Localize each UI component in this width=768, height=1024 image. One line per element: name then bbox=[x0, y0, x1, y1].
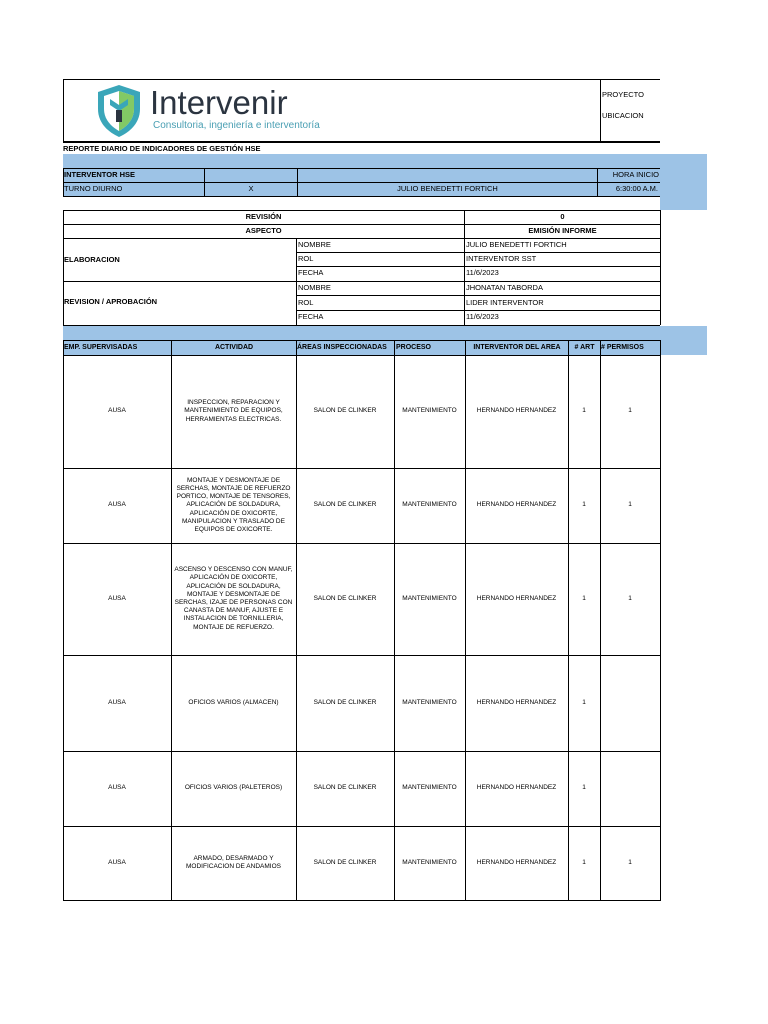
cell-permisos bbox=[600, 655, 660, 751]
ubicacion-label: UBICACION bbox=[602, 111, 644, 120]
hora-inicio-value: 6:30:00 A.M. bbox=[615, 184, 658, 193]
cell-proceso: MANTENIMIENTO bbox=[402, 784, 457, 792]
th-proceso: PROCESO bbox=[396, 344, 432, 351]
turno-diurno-label: TURNO DIURNO bbox=[64, 184, 123, 193]
cell-emp: AUSA bbox=[108, 858, 126, 866]
cell-permisos: 1 bbox=[628, 594, 632, 602]
apr-nombre-label: NOMBRE bbox=[298, 283, 331, 292]
cell-interventor: HERNANDO HERNANDEZ bbox=[476, 858, 557, 866]
cell-actividad: MONTAJE Y DESMONTAJE DE SERCHAS, MONTAJE DE REFUERZO PORTICO, MONTAJE DE TENSORES, APLICACIÓN DE SOLDADURA, APLICACIÓN DE OXICORTE, MANIPULACION Y TRASLADO DE EQUIPOS DE OXICORTE. bbox=[176, 476, 291, 533]
interventor-hse-label: INTERVENTOR HSE bbox=[64, 170, 135, 179]
turno-mark: X bbox=[248, 184, 254, 193]
logo-tagline: Consultoria, ingeniería e interventoría bbox=[153, 120, 320, 131]
elab-nombre-value: JULIO BENEDETTI FORTICH bbox=[466, 240, 567, 249]
cell-emp: AUSA bbox=[108, 501, 126, 509]
cell-permisos: 1 bbox=[628, 858, 632, 866]
apr-rol-value: LIDER INTERVENTOR bbox=[466, 298, 544, 307]
cell-permisos: 1 bbox=[628, 501, 632, 509]
cell-actividad: ARMADO, DESARMADO Y MODIFICACION DE ANDAMIOS bbox=[186, 854, 281, 870]
cell-art: 1 bbox=[582, 594, 586, 602]
cell-interventor: HERNANDO HERNANDEZ bbox=[476, 784, 557, 792]
cell-art: 1 bbox=[582, 784, 586, 792]
cell-area: SALON DE CLINKER bbox=[313, 784, 377, 792]
cell-proceso: MANTENIMIENTO bbox=[402, 407, 457, 415]
th-art: # ART bbox=[574, 344, 595, 351]
revision-value: 0 bbox=[560, 212, 565, 221]
elab-fecha-value: 11/6/2023 bbox=[466, 268, 499, 277]
apr-rol-label: ROL bbox=[298, 298, 314, 307]
th-areas: ÁREAS INSPECCIONADAS bbox=[297, 344, 387, 351]
cell-art: 1 bbox=[582, 858, 586, 866]
cell-art: 1 bbox=[582, 698, 586, 706]
th-actividad: ACTIVIDAD bbox=[214, 344, 254, 351]
apr-fecha-label: FECHA bbox=[298, 312, 324, 321]
aprobacion-label: REVISION / APROBACIÓN bbox=[64, 297, 158, 306]
cell-interventor: HERNANDO HERNANDEZ bbox=[476, 407, 557, 415]
cell-permisos: 1 bbox=[628, 407, 632, 415]
emision-informe-label: EMISIÓN INFORME bbox=[528, 226, 597, 235]
cell-actividad: ASCENSO Y DESCENSO CON MANUF, APLICACIÓN DE OXICORTE, APLICACIÓN DE SOLDADURA, MONTAJE Y DESMONTAJE DE SERCHAS, IZAJE DE PERSONAS CON CANASTA DE MANUF, AJUSTE E INSTALACION DE TORNILLERIA, MONTAJE DE REFUERZO. bbox=[174, 566, 293, 631]
th-emp: EMP. SUPERVISADAS bbox=[64, 344, 138, 351]
cell-interventor: HERNANDO HERNANDEZ bbox=[476, 501, 557, 509]
cell-proceso: MANTENIMIENTO bbox=[402, 858, 457, 866]
hora-inicio-label: HORA INICIO bbox=[612, 170, 659, 179]
cell-area: SALON DE CLINKER bbox=[313, 501, 377, 509]
cell-proceso: MANTENIMIENTO bbox=[402, 698, 457, 706]
proyecto-label: PROYECTO bbox=[602, 90, 644, 99]
cell-area: SALON DE CLINKER bbox=[313, 858, 377, 866]
aspecto-label: ASPECTO bbox=[245, 226, 282, 235]
interventor-name: JULIO BENEDETTI FORTICH bbox=[397, 184, 498, 193]
cell-interventor: HERNANDO HERNANDEZ bbox=[476, 698, 557, 706]
logo-name: Intervenir bbox=[150, 84, 288, 121]
cell-art: 1 bbox=[582, 407, 586, 415]
th-permisos: # PERMISOS bbox=[601, 344, 644, 351]
cell-proceso: MANTENIMIENTO bbox=[402, 501, 457, 509]
cell-area: SALON DE CLINKER bbox=[313, 698, 377, 706]
cell-emp: AUSA bbox=[108, 407, 126, 415]
shield-icon bbox=[95, 83, 143, 139]
th-interventor: INTERVENTOR DEL AREA bbox=[473, 344, 561, 351]
company-logo bbox=[95, 83, 335, 139]
elab-rol-value: INTERVENTOR SST bbox=[466, 254, 537, 263]
elaboracion-label: ELABORACION bbox=[64, 255, 120, 264]
cell-permisos bbox=[600, 751, 660, 826]
cell-area: SALON DE CLINKER bbox=[313, 594, 377, 602]
cell-area: SALON DE CLINKER bbox=[313, 407, 377, 415]
elab-rol-label: ROL bbox=[298, 254, 314, 263]
cell-actividad: OFICIOS VARIOS (PALETEROS) bbox=[184, 784, 283, 792]
apr-fecha-value: 11/6/2023 bbox=[466, 312, 499, 321]
elab-fecha-label: FECHA bbox=[298, 268, 324, 277]
cell-actividad: INSPECCION, REPARACION Y MANTENIMIENTO DE EQUIPOS, HERRAMIENTAS ELECTRICAS. bbox=[184, 399, 283, 423]
apr-nombre-value: JHONATAN TABORDA bbox=[466, 283, 543, 292]
cell-actividad: OFICIOS VARIOS (ALMACEN) bbox=[188, 698, 279, 706]
elab-nombre-label: NOMBRE bbox=[298, 240, 331, 249]
report-title: REPORTE DIARIO DE INDICADORES DE GESTIÓN HSE bbox=[63, 144, 261, 153]
cell-proceso: MANTENIMIENTO bbox=[402, 594, 457, 602]
cell-art: 1 bbox=[582, 501, 586, 509]
revision-label: REVISIÓN bbox=[245, 212, 282, 221]
cell-interventor: HERNANDO HERNANDEZ bbox=[476, 594, 557, 602]
cell-emp: AUSA bbox=[108, 594, 126, 602]
cell-emp: AUSA bbox=[108, 698, 126, 706]
cell-emp: AUSA bbox=[108, 784, 126, 792]
